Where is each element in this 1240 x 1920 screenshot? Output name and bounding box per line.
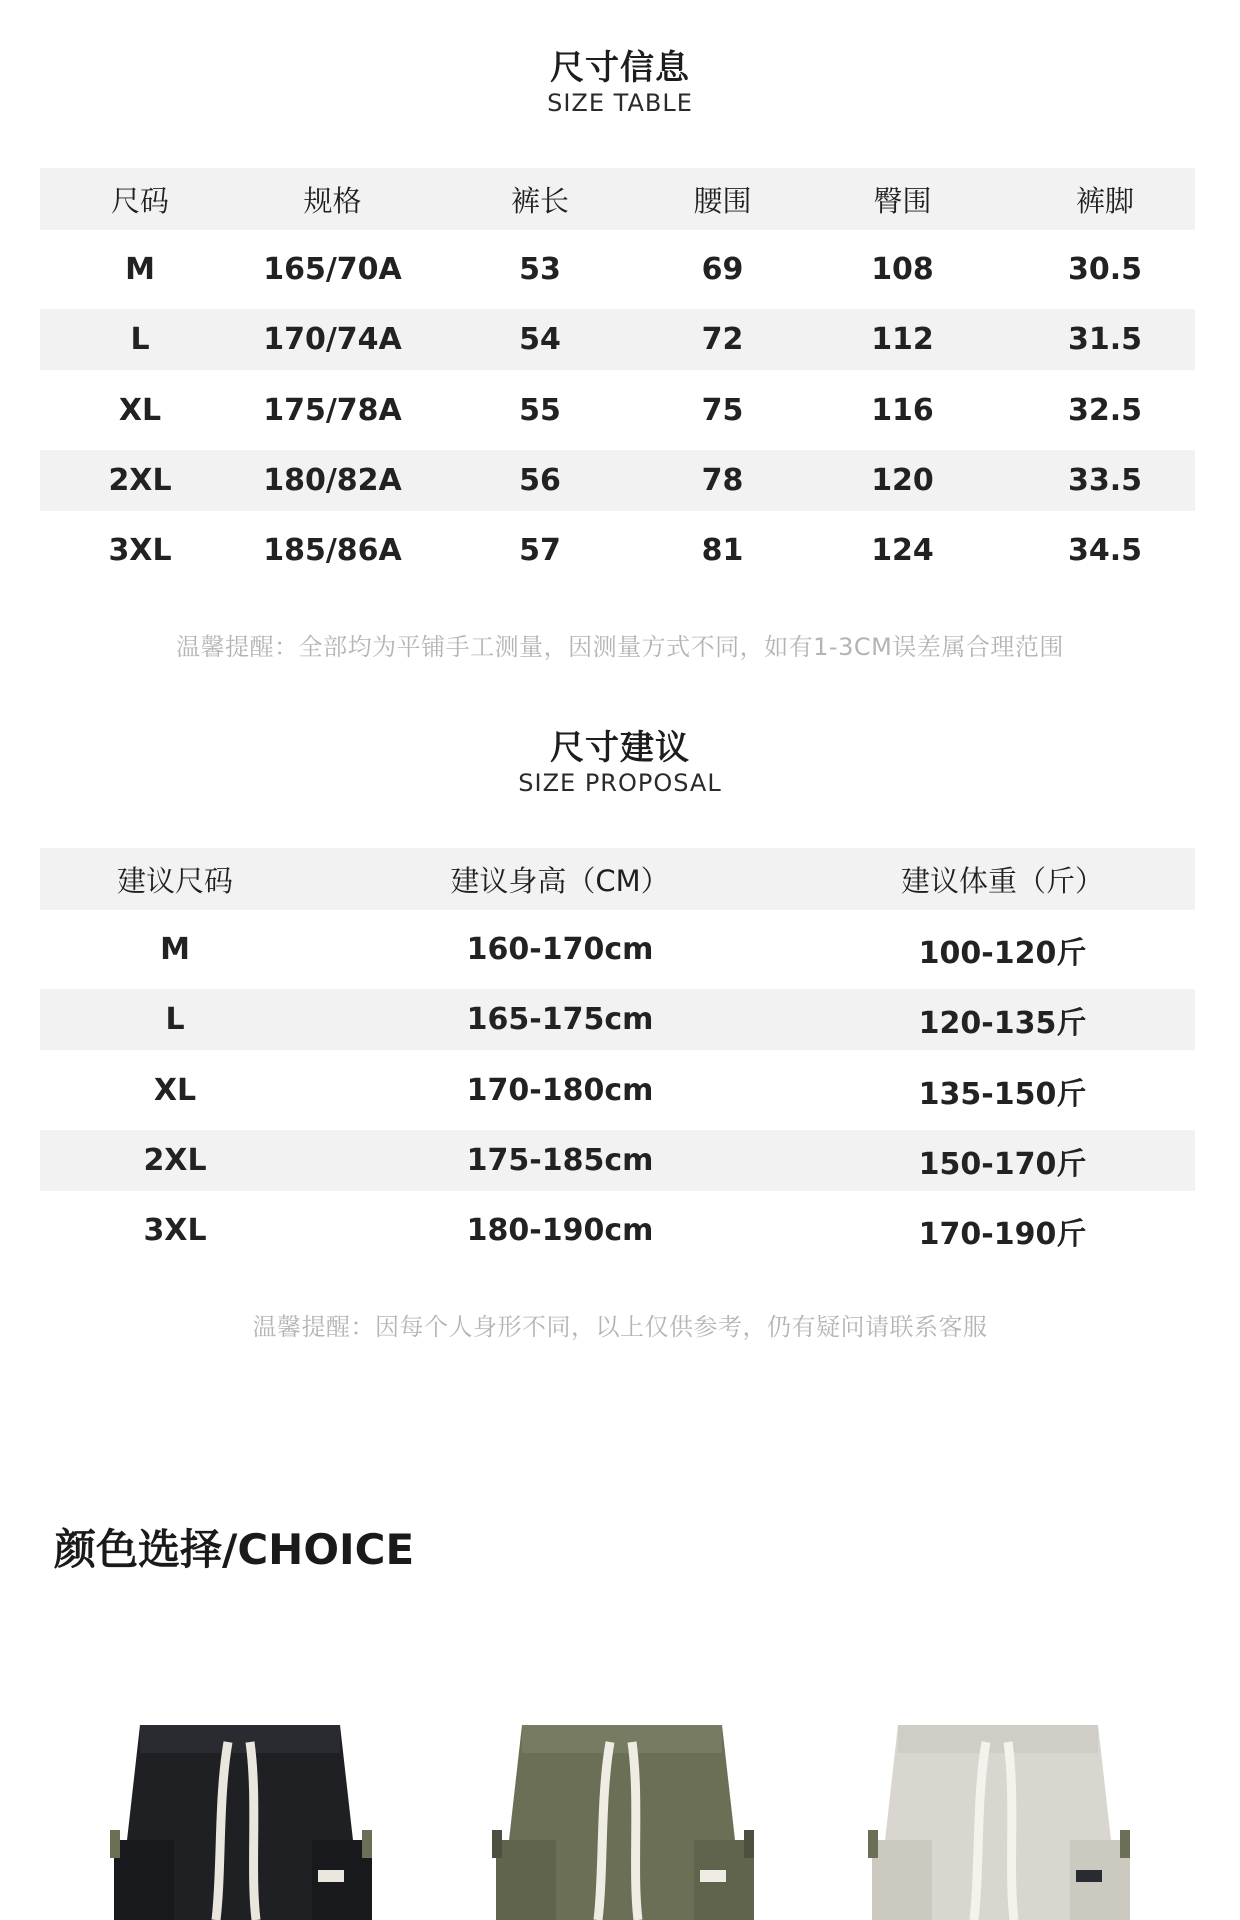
table-cell: 100-120斤 [918,935,1087,971]
size-proposal-title-cn: 尺寸建议 [550,728,690,768]
table-row [40,309,1195,370]
header-recommended-size: 建议尺码 [116,863,233,898]
table-cell: 72 [701,322,744,357]
table-cell: XL [118,393,162,428]
table-cell: 160-170cm [466,932,654,967]
table-cell: 57 [519,533,561,568]
table-cell: 116 [871,393,934,428]
waistband [522,1725,722,1753]
table-cell: 180/82A [263,463,402,498]
size-table-title [0,48,1240,118]
table-cell: 33.5 [1067,463,1143,498]
size-table-title-en: SIZE TABLE [547,89,693,117]
table-cell: 150-170斤 [918,1146,1087,1182]
table-cell: 170-190斤 [918,1216,1087,1252]
table-cell: 3XL [143,1213,207,1248]
table-cell: 81 [701,533,744,568]
size-table-note: 温馨提醒：全部均为平铺手工测量，因测量方式不同，如有1-3CM误差属合理范围 [176,633,1064,661]
table-row [40,1130,1195,1191]
size-proposal-table [40,848,1195,1261]
header-waist: 腰围 [693,183,752,218]
color-swatch-olive[interactable] [482,1720,762,1920]
table-cell: 165-175cm [466,1002,654,1037]
side-tab-left [492,1830,502,1858]
table-cell: 32.5 [1067,393,1143,428]
table-cell: 180-190cm [466,1213,654,1248]
header-length: 裤长 [510,183,569,218]
side-tab-right [744,1830,754,1858]
table-cell: XL [153,1073,197,1108]
side-tab-left [868,1830,878,1858]
size-proposal-note: 温馨提醒：因每个人身形不同，以上仅供参考，仍有疑问请联系客服 [252,1313,988,1341]
table-row [40,1200,1195,1261]
cargo-pocket-left [872,1840,932,1920]
table-cell: 3XL [108,533,172,568]
table-cell: 55 [519,393,561,428]
table-row [40,520,1195,581]
pocket-label [318,1870,344,1882]
header-leg-opening: 裤脚 [1075,183,1134,218]
size-table-header-row [40,168,1195,230]
table-cell: 53 [519,252,561,287]
size-proposal-title [0,728,1240,798]
size-proposal-title-en: SIZE PROPOSAL [518,769,722,797]
shorts-black-image [100,1720,380,1920]
table-cell: 2XL [143,1143,207,1178]
table-cell: 69 [701,252,744,287]
table-row [40,239,1195,300]
table-cell: 165/70A [263,252,402,287]
table-cell: 135-150斤 [918,1076,1087,1112]
table-row [40,450,1195,511]
side-tab-left [110,1830,120,1858]
header-recommended-height: 建议身高（CM） [450,863,670,898]
table-cell: 120 [871,463,934,498]
table-cell: L [165,1002,185,1037]
table-cell: M [125,252,155,287]
header-spec: 规格 [303,183,362,218]
table-cell: 108 [871,252,934,287]
table-row [40,919,1195,980]
size-table [40,168,1195,581]
table-cell: 175/78A [263,393,402,428]
table-cell: 170-180cm [466,1073,654,1108]
cargo-pocket-left [114,1840,174,1920]
shorts-off-white-image [858,1720,1138,1920]
table-row [40,989,1195,1050]
table-cell: 31.5 [1067,322,1143,357]
table-row [40,1060,1195,1121]
table-cell: 78 [701,463,744,498]
color-swatch-off-white[interactable] [858,1720,1138,1920]
table-cell: 120-135斤 [918,1005,1087,1041]
header-size: 尺码 [110,183,169,218]
header-hip: 臀围 [873,183,932,218]
table-cell: 56 [519,463,561,498]
table-cell: 124 [871,533,934,568]
table-cell: 175-185cm [466,1143,654,1178]
table-cell: L [130,322,150,357]
side-tab-right [362,1830,372,1858]
waistband [898,1725,1098,1753]
table-row [40,380,1195,441]
table-cell: 30.5 [1067,252,1143,287]
table-cell: 185/86A [263,533,402,568]
waistband [140,1725,340,1753]
table-cell: 75 [701,393,744,428]
pocket-label [700,1870,726,1882]
table-cell: 170/74A [263,322,402,357]
size-table-title-cn: 尺寸信息 [550,48,690,88]
size-proposal-header-row [40,848,1195,910]
cargo-pocket-left [496,1840,556,1920]
pocket-label [1076,1870,1102,1882]
color-swatch-black[interactable] [100,1720,380,1920]
table-cell: 34.5 [1067,533,1143,568]
table-cell: M [160,932,190,967]
side-tab-right [1120,1830,1130,1858]
table-cell: 54 [519,322,561,357]
table-cell: 112 [871,322,934,357]
shorts-olive-image [482,1720,762,1920]
header-recommended-weight: 建议体重（斤） [900,863,1104,898]
color-choice-heading: 颜色选择/CHOICE [54,1525,415,1574]
table-cell: 2XL [108,463,172,498]
